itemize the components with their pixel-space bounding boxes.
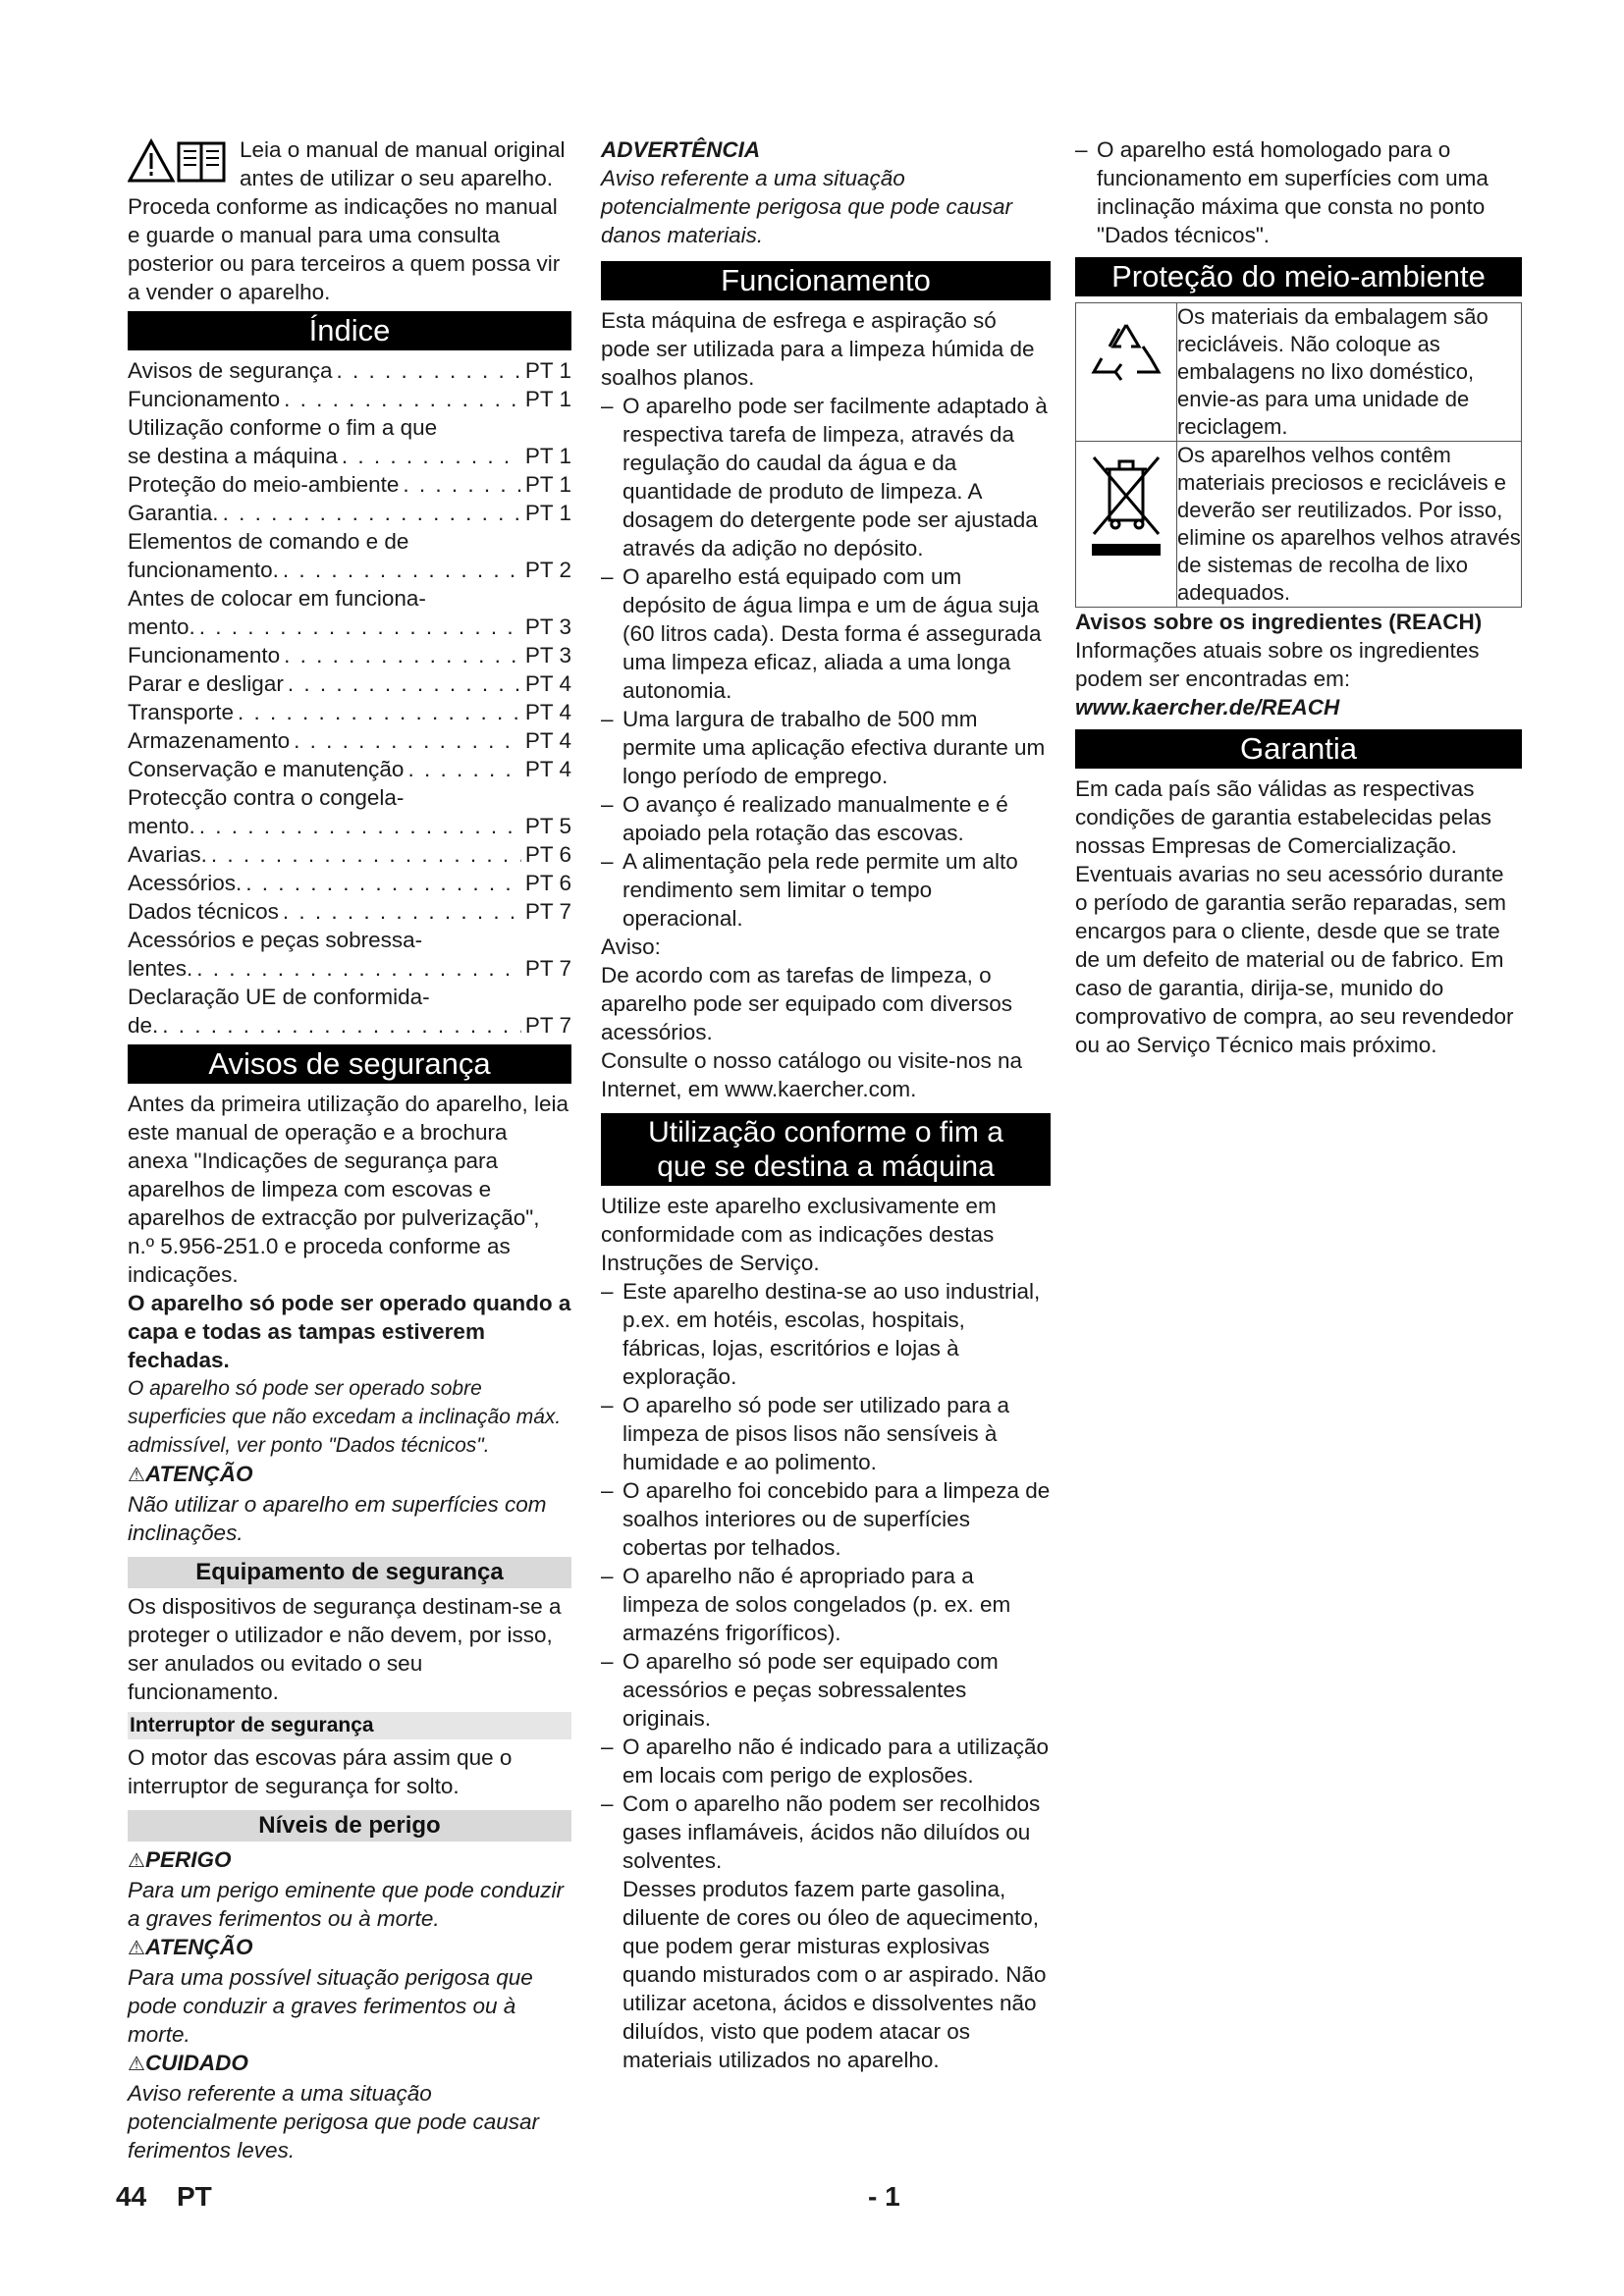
toc-item-label-pre: Antes de colocar em funciona- bbox=[128, 586, 426, 611]
switch-heading: Interruptor de segurança bbox=[128, 1712, 571, 1739]
toc-item[interactable] bbox=[128, 755, 571, 783]
bullet-dash: – bbox=[601, 1279, 614, 1304]
safety-incline-note: O aparelho só pode ser operado sobre superficies que não excedam a inclinação máx. admissível, ver ponto "Dados técnicos". bbox=[128, 1377, 562, 1457]
toc-leader-dots bbox=[284, 385, 521, 413]
safety-heading: Avisos de segurança bbox=[128, 1044, 571, 1084]
crossed-bin-icon bbox=[1082, 448, 1170, 565]
toc-item-label-pre: Utilização conforme o fim a que bbox=[128, 415, 438, 440]
toc-item[interactable] bbox=[128, 356, 571, 385]
bullet-dash: – bbox=[601, 849, 614, 874]
bullet-text: O aparelho só pode ser equipado com acessórios e peças sobressalentes originais. bbox=[623, 1649, 999, 1731]
warning-triangle-icon bbox=[130, 141, 173, 181]
toc-item-page: PT 7 bbox=[524, 956, 571, 981]
cuidado-text: Aviso referente a uma situação potencialmente perigosa que pode causar ferimentos leves. bbox=[128, 2081, 540, 2163]
toc-item-label: Conservação e manutenção bbox=[128, 757, 405, 781]
usage-intro: Utilize este aparelho exclusivamente em conformidade com as indicações destas Instruções de Serviço. bbox=[601, 1194, 997, 1275]
toc-item-label: Funcionamento bbox=[128, 643, 281, 667]
toc-leader-dots bbox=[199, 613, 521, 641]
bullet-item bbox=[601, 1733, 1051, 1789]
function-heading: Funcionamento bbox=[601, 261, 1051, 300]
bullet-item bbox=[601, 392, 1051, 562]
footer-center-page: - 1 bbox=[868, 2181, 900, 2212]
toc-leader-dots bbox=[336, 356, 520, 385]
toc-list bbox=[128, 356, 571, 1040]
toc-heading: Índice bbox=[128, 311, 571, 350]
toc-item-page: PT 2 bbox=[524, 558, 571, 582]
bullet-dash: – bbox=[601, 564, 614, 589]
env-table bbox=[1075, 302, 1522, 608]
toc-item[interactable] bbox=[128, 641, 571, 669]
bullet-item bbox=[601, 562, 1051, 705]
bullet-item bbox=[601, 1391, 1051, 1476]
toc-leader-dots bbox=[283, 556, 521, 584]
toc-item-page: PT 5 bbox=[524, 814, 571, 838]
toc-item[interactable] bbox=[128, 869, 571, 897]
toc-item-label-pre: Declaração UE de conformida- bbox=[128, 985, 430, 1009]
bullet-dash: – bbox=[601, 792, 614, 817]
toc-item[interactable] bbox=[128, 499, 571, 527]
atencao-text: Não utilizar o aparelho em superfícies com inclinações. bbox=[128, 1492, 547, 1545]
toc-item[interactable] bbox=[128, 385, 571, 413]
toc-item[interactable] bbox=[128, 726, 571, 755]
usage-extra: Desses produtos fazem parte gasolina, diluente de cores ou óleo de aquecimento, que podem gerar misturas explosivas quando misturados com o ar aspirado. Não utilizar acetona, ácidos e dissolventes não diluídos, visto que podem atacar os materiais utilizados no aparelho. bbox=[623, 1877, 1047, 2072]
toc-item-page: PT 4 bbox=[524, 671, 571, 696]
toc-item-label: Armazenamento bbox=[128, 728, 291, 753]
toc-leader-dots bbox=[342, 442, 521, 470]
toc-item-label-pre: Protecção contra o congela- bbox=[128, 785, 405, 810]
bullet-text: A alimentação pela rede permite um alto rendimento sem limitar o tempo operacional. bbox=[623, 849, 1018, 931]
toc-leader-dots bbox=[294, 726, 521, 755]
toc-item-label: mento. bbox=[128, 814, 195, 838]
reach-url[interactable]: www.kaercher.de/REACH bbox=[1075, 695, 1340, 720]
toc-leader-dots bbox=[245, 869, 521, 897]
footer-page-number: 44 bbox=[116, 2181, 147, 2212]
advert-heading: ADVERTÊNCIA bbox=[601, 137, 761, 162]
bullet-text: Este aparelho destina-se ao uso industrial, p.ex. em hotéis, escolas, hospitais, fábricas, lojas, escritórios e lojas à exploração. bbox=[623, 1279, 1041, 1389]
bullet-dash: – bbox=[601, 1735, 614, 1759]
warning-manual-icon bbox=[128, 135, 234, 190]
toc-item-label: mento. bbox=[128, 614, 195, 639]
toc-item[interactable] bbox=[128, 698, 571, 726]
toc-item[interactable] bbox=[128, 897, 571, 926]
bullet-dash: – bbox=[601, 1393, 614, 1417]
toc-item[interactable] bbox=[128, 442, 571, 470]
reach-text: Informações atuais sobre os ingredientes podem ser encontradas em: bbox=[1075, 638, 1480, 691]
usage-heading-line2: que se destina a máquina bbox=[657, 1150, 995, 1183]
bullet-item bbox=[601, 847, 1051, 933]
toc-item-page: PT 1 bbox=[524, 472, 571, 497]
env-packaging-text: Os materiais da embalagem são recicláveis. Não coloque as embalagens no lixo doméstico, envie-as para uma unidade de reciclagem. bbox=[1177, 303, 1522, 442]
bullet-item bbox=[601, 790, 1051, 847]
bullet-text: O aparelho não é indicado para a utilização em locais com perigo de explosões. bbox=[623, 1735, 1050, 1788]
intro-block bbox=[128, 135, 571, 306]
toc-item[interactable] bbox=[128, 669, 571, 698]
warranty-text: Em cada país são válidas as respectivas condições de garantia estabelecidas pelas nossas Empresas de Comercialização. Eventuais avarias no seu acessório durante o período de garantia serão reparadas, sem encargos para o cliente, desde que se trate de um defeito de material ou de fabrico. Em caso de garantia, dirija-se, munido do comprovativo de compra, ao seu revendedor ou ao Serviço Técnico mais próximo. bbox=[1075, 776, 1514, 1057]
toc-item[interactable] bbox=[128, 1011, 571, 1040]
toc-leader-dots bbox=[283, 897, 521, 926]
toc-item-label: Transporte bbox=[128, 700, 234, 724]
switch-text: O motor das escovas pára assim que o interruptor de segurança for solto. bbox=[128, 1745, 513, 1798]
reach-heading: Avisos sobre os ingredientes (REACH) bbox=[1075, 610, 1483, 634]
aviso-label: Aviso: bbox=[601, 934, 661, 959]
toc-item-page: PT 3 bbox=[524, 614, 571, 639]
toc-item-page: PT 4 bbox=[524, 728, 571, 753]
toc-item-label: Funcionamento bbox=[128, 387, 281, 411]
toc-item-label: se destina a máquina bbox=[128, 444, 338, 468]
bullet-text: O avanço é realizado manualmente e é apoiado pela rotação das escovas. bbox=[623, 792, 1008, 845]
toc-item-label: lentes. bbox=[128, 956, 193, 981]
toc-item-page: PT 4 bbox=[524, 757, 571, 781]
catalog-text: Consulte o nosso catálogo ou visite-nos na Internet, em www.kaercher.com. bbox=[601, 1048, 1023, 1101]
toc-item-page: PT 3 bbox=[524, 643, 571, 667]
toc-item[interactable] bbox=[128, 812, 571, 840]
env-old-devices-text: Os aparelhos velhos contêm materiais preciosos e recicláveis e deverão ser reutilizados. Por isso, elimine os aparelhos velhos através de sistemas de recolha de lixo adequados. bbox=[1177, 442, 1522, 608]
toc-item[interactable] bbox=[128, 613, 571, 641]
bullet-dash: – bbox=[601, 1791, 614, 1816]
toc-leader-dots bbox=[199, 812, 521, 840]
warning-triangle-icon: ⚠ bbox=[128, 1850, 145, 1872]
aviso-text: De acordo com as tarefas de limpeza, o aparelho pode ser equipado com diversos acessórios. bbox=[601, 963, 1013, 1044]
levels-heading: Níveis de perigo bbox=[128, 1810, 571, 1842]
toc-leader-dots bbox=[238, 698, 521, 726]
toc-item-page: PT 6 bbox=[524, 842, 571, 867]
toc-item-label: funcionamento. bbox=[128, 558, 279, 582]
usage-bullets bbox=[601, 1277, 1051, 1875]
function-bullets bbox=[601, 392, 1051, 933]
toc-item-label: de. bbox=[128, 1013, 159, 1038]
toc-item-label: Proteção do meio-ambiente bbox=[128, 472, 400, 497]
toc-item-page: PT 7 bbox=[524, 899, 571, 924]
bullet-item bbox=[601, 1562, 1051, 1647]
toc-leader-dots bbox=[223, 499, 521, 527]
column-1 bbox=[128, 135, 571, 2164]
toc-item-page: PT 7 bbox=[524, 1013, 571, 1038]
bullet-dash: – bbox=[601, 1564, 614, 1588]
bullet-text: O aparelho não é apropriado para a limpeza de solos congelados (p. ex. em armazéns frigoríficos). bbox=[623, 1564, 1011, 1645]
manual-book-icon bbox=[179, 143, 224, 181]
toc-leader-dots bbox=[288, 669, 521, 698]
toc-item-label: Dados técnicos bbox=[128, 899, 279, 924]
warning-triangle-icon: ⚠ bbox=[128, 1938, 145, 1959]
recycle-icon bbox=[1082, 313, 1170, 401]
atencao2-text: Para uma possível situação perigosa que pode conduzir a graves ferimentos ou à morte. bbox=[128, 1965, 533, 2047]
toc-item-page: PT 1 bbox=[524, 387, 571, 411]
toc-item-label: Garantia. bbox=[128, 501, 219, 525]
bullet-text: O aparelho pode ser facilmente adaptado à respectiva tarefa de limpeza, através da regulação do caudal da água e da quantidade de produto de limpeza. A dosagem do detergente pode ser ajustada através da adição no depósito. bbox=[623, 394, 1048, 561]
toc-item-label: Avisos de segurança bbox=[128, 358, 333, 383]
equip-heading: Equipamento de segurança bbox=[128, 1557, 571, 1588]
bullet-item bbox=[601, 1277, 1051, 1391]
bullet-item bbox=[601, 1789, 1051, 1875]
toc-leader-dots bbox=[196, 954, 521, 983]
advert-text: Aviso referente a uma situação potencialmente perigosa que pode causar danos materiais. bbox=[601, 166, 1013, 247]
toc-leader-dots bbox=[211, 840, 521, 869]
toc-item-page: PT 4 bbox=[524, 700, 571, 724]
bullet-item bbox=[601, 705, 1051, 790]
toc-item-page: PT 1 bbox=[524, 501, 571, 525]
atencao2-heading: ⚠ATENÇÃO bbox=[128, 1935, 253, 1959]
bullet-text: O aparelho foi concebido para a limpeza de soalhos interiores ou de superfícies cobertas por telhados. bbox=[623, 1478, 1051, 1560]
bullet-text: O aparelho está equipado com um depósito de água limpa e um de água suja (60 litros cada). Desta forma é assegurada uma limpeza eficaz, aliada a uma longa autonomia. bbox=[623, 564, 1042, 703]
atencao-heading: ⚠ATENÇÃO bbox=[128, 1462, 253, 1486]
intro-text: Leia o manual de manual original antes de utilizar o seu aparelho. Proceda conforme as indicações no manual e guarde o manual para uma consulta posterior ou para terceiros a quem possa vir a vender o aparelho. bbox=[128, 137, 566, 304]
warning-triangle-icon: ⚠ bbox=[128, 1465, 145, 1486]
toc-leader-dots bbox=[403, 470, 520, 499]
toc-leader-dots bbox=[407, 755, 520, 783]
toc-item[interactable] bbox=[128, 954, 571, 983]
warning-triangle-icon: ⚠ bbox=[128, 2054, 145, 2075]
safety-covers-note: O aparelho só pode ser operado quando a capa e todas as tampas estiverem fechadas. bbox=[128, 1291, 571, 1372]
perigo-text: Para um perigo eminente que pode conduzir a graves ferimentos ou à morte. bbox=[128, 1878, 565, 1931]
toc-item-label: Avarias. bbox=[128, 842, 207, 867]
toc-item-label-pre: Acessórios e peças sobressa- bbox=[128, 928, 423, 952]
toc-item-page: PT 1 bbox=[524, 358, 571, 383]
bullet-dash: – bbox=[601, 1478, 614, 1503]
column-2 bbox=[601, 135, 1051, 2074]
incline-bullet: – O aparelho está homologado para o funcionamento em superfícies com uma inclinação máxima que consta no ponto "Dados técnicos". bbox=[1075, 137, 1489, 247]
toc-item-page: PT 6 bbox=[524, 871, 571, 895]
usage-heading-line1: Utilização conforme o fim a bbox=[648, 1116, 1003, 1148]
bullet-text: Uma largura de trabalho de 500 mm permite uma aplicação efectiva durante um longo período de emprego. bbox=[623, 707, 1046, 788]
warranty-heading: Garantia bbox=[1075, 729, 1522, 769]
toc-leader-dots bbox=[162, 1011, 521, 1040]
toc-item-label-pre: Elementos de comando e de bbox=[128, 529, 409, 554]
perigo-heading: ⚠PERIGO bbox=[128, 1847, 232, 1872]
bullet-item bbox=[601, 1647, 1051, 1733]
bullet-dash: – bbox=[601, 707, 614, 731]
bullet-item bbox=[601, 1476, 1051, 1562]
toc-item-label: Parar e desligar bbox=[128, 671, 284, 696]
safety-intro: Antes da primeira utilização do aparelho, leia este manual de operação e a brochura anexa "Indicações de segurança para aparelhos de limpeza com escovas e aparelhos de extracção por pulverização", n.º 5.956-251.0 e proceda conforme as indicações. bbox=[128, 1092, 569, 1287]
bullet-text: O aparelho só pode ser utilizado para a limpeza de pisos lisos não sensíveis à humidade e ao polimento. bbox=[623, 1393, 1010, 1474]
env-heading: Proteção do meio-ambiente bbox=[1075, 257, 1522, 296]
equip-text: Os dispositivos de segurança destinam-se a proteger o utilizador e não devem, por isso, ser anulados ou evitado o seu funcionamento. bbox=[128, 1594, 562, 1704]
toc-item[interactable] bbox=[128, 556, 571, 584]
footer-language: PT bbox=[177, 2181, 212, 2212]
bullet-dash: – bbox=[601, 1649, 614, 1674]
column-3 bbox=[1075, 135, 1522, 1059]
function-intro: Esta máquina de esfrega e aspiração só pode ser utilizada para a limpeza húmida de soalhos planos. bbox=[601, 308, 1035, 390]
cuidado-heading: ⚠CUIDADO bbox=[128, 2051, 248, 2075]
bullet-text: Com o aparelho não podem ser recolhidos gases inflamáveis, ácidos não diluídos ou solventes. bbox=[623, 1791, 1041, 1873]
toc-item[interactable] bbox=[128, 840, 571, 869]
toc-item-label: Acessórios. bbox=[128, 871, 243, 895]
toc-item[interactable] bbox=[128, 470, 571, 499]
usage-heading bbox=[601, 1113, 1051, 1186]
toc-leader-dots bbox=[284, 641, 521, 669]
toc-item-page: PT 1 bbox=[524, 444, 571, 468]
bullet-dash: – bbox=[601, 394, 614, 418]
